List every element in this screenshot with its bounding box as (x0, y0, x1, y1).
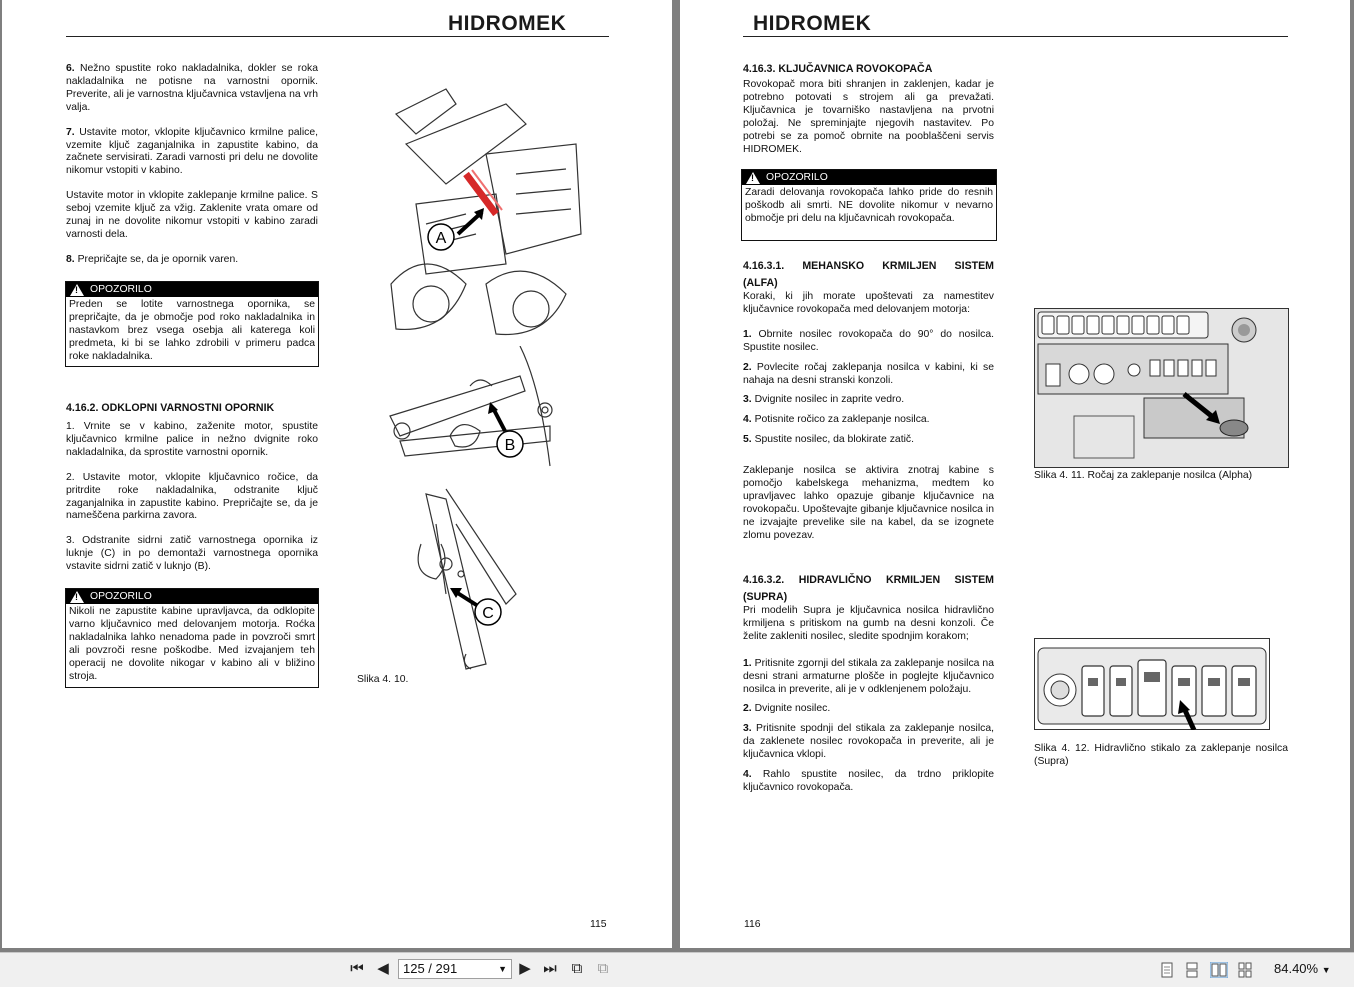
figure-caption: Slika 4. 10. (357, 674, 409, 685)
step-number: 1. (66, 421, 75, 432)
left-text-top (66, 63, 318, 279)
warning-box (65, 588, 319, 688)
warning-box (741, 169, 997, 241)
pin-c-illustration (406, 484, 531, 674)
step-item (743, 658, 994, 697)
left-steps (66, 421, 318, 586)
step-text: Pritisnite zgornji del stikala za zaklepanje nosilca na desni strani armaturne plošče in poglejte ključavnico nosilca in preverite, ali je v odklenjenem položaju. (743, 657, 994, 695)
left-page (2, 0, 672, 948)
step-text: Dvignite nosilec. (754, 703, 831, 715)
paragraph: Ustavite motor in vklopite zaklepanje krmilne palice. S seboj vzemite ključ za vžig. Zaklenite vrata omare od zunaj in ne dovolite nikomur vstopiti v kabino zaradi varnosti dela. (66, 190, 318, 240)
paragraph: Koraki, ki jih morate upoštevati za namestitev ključavnice rovokopača med delovanjem motorja: (743, 291, 994, 315)
previous-page-button[interactable]: ◀ (377, 960, 389, 977)
para-number: 6. (66, 63, 75, 74)
first-page-button[interactable]: ⏮ (350, 960, 364, 977)
subsection-heading (743, 574, 994, 604)
mech-text (743, 291, 994, 555)
continuous-view-icon[interactable] (1185, 962, 1199, 978)
warning-text: Preden se lotite varnostnega opornika, se prepričajte, da je območje pod roko nakladalnika in nastavkom brez vsega osebja ali katerega koli predmeta, ki bi se lahko zdrobili v primeru padca roke nakladalnika. (69, 299, 315, 362)
step-number: 2. (743, 361, 752, 373)
go-back-view-icon[interactable]: ⧉ (571, 960, 583, 977)
paragraph: Po potrebi se za pomoč obrnite na pooblaščeni servis HIDROMEK. (743, 117, 994, 155)
step-text: Dvignite nosilec in zaprite vedro. (754, 394, 905, 406)
step-number: 1. (743, 328, 752, 340)
section-heading: 4.16.3. KLJUČAVNICA ROVOKOPAČA (743, 63, 933, 75)
step-number: 1. (743, 657, 752, 669)
step-item (743, 434, 994, 447)
step-item (743, 723, 994, 762)
go-forward-view-icon[interactable]: ⧉ (597, 960, 609, 977)
right-page (680, 0, 1350, 948)
alpha-lock-handle-photo (1034, 308, 1289, 468)
step-number: 4. (743, 414, 752, 426)
warning-icon: ! (746, 172, 760, 184)
warning-text: Nikoli ne zapustite kabine upravljavca, da odklopite varno ključavnico med delovanjem motorja. Roćka nakladalnika lahko nenadoma pade in povzroči smrt ali povzroči resne poškodbe. Med izvajanjem teh operacij ne dovolite nikogar v kabino ali v bližino stroja. (69, 606, 315, 682)
brand-logo: HIDROMEK (448, 12, 567, 35)
page-number: 115 (590, 919, 607, 930)
step-number: 2. (743, 703, 752, 715)
figure-caption: Slika 4. 11. Ročaj za zaklepanje nosilca (Alpha) (1034, 470, 1253, 481)
paragraph: Ustavite motor, vklopite ključavnico krmilne palice, vzemite ključ zaganjalnika in zapustite kabino, da začnete servisirati. Zaradi varnosti pri delu ne dovolite nikomur vstopiti v kabino. (66, 126, 318, 177)
step-text: Pritisnite spodnji del stikala za zaklepanje nosilca, da zaklenete nosilec rovokopača in preverite, ali je ključavnica vklopi. (743, 723, 995, 761)
step-item (743, 394, 994, 407)
last-page-button[interactable]: ⏭ (543, 960, 557, 977)
zoom-value: 84.40% (1274, 961, 1319, 976)
page-indicator: 125 / 291 (403, 961, 458, 976)
section-heading: 4.16.2. ODKLOPNI VARNOSTNI OPORNIK (66, 402, 275, 414)
paragraph: Nežno spustite roko nakladalnika, dokler se roka nakladalnika ne potisne na varnostni opornik. Preverite, ali je varnostna ključavnica vstavljena na vrh valja. (66, 63, 318, 113)
zoom-level[interactable] (1274, 961, 1331, 976)
figure-caption: Slika 4. 12. Hidravlično stikalo za zaklepanje nosilca (Supra) (1034, 743, 1288, 767)
callout-b: B (504, 437, 516, 454)
paragraph: Pri modelih Supra je ključavnica nosilca hidravlično krmiljena s pritiskom na gumb na desni konzoli. Če želite zakleniti nosilec, sledite spodnjim korakom; (743, 605, 994, 642)
next-page-button[interactable]: ▶ (519, 960, 531, 977)
heading-line: (ALFA) (743, 277, 778, 289)
pin-b-illustration (380, 346, 555, 476)
step-number: 3. (743, 723, 752, 735)
warning-title: OPOZORILO (90, 591, 152, 602)
para-number: 8. (66, 253, 75, 265)
step-text: Rahlo spustite nosilec, da trdno priklopite ključavnico rovokopača. (743, 769, 994, 793)
step-number: 2. (66, 471, 75, 483)
single-page-view-icon[interactable] (1160, 962, 1174, 978)
paragraph: Rovokopač mora biti shranjen in zaklenjen, kadar je potrebno potovati s strojem ali ga prevažati. Ključavnica je tovarniško nastavljena na prvotni položaj. Ne spreminjajte njegovih nastavitev. (743, 79, 994, 129)
paragraph: Prepričajte se, da je opornik varen. (77, 253, 239, 265)
warning-text: Zaradi delovanja rovokopača lahko pride do resnih poškodb ali smrti. NE dovolite nikomur v nevarno območje pri delu na ključavnicah rovokopača. (745, 187, 993, 224)
hyd-steps-list (743, 658, 994, 795)
warning-icon: ! (70, 284, 84, 296)
paragraph: Zaklepanje nosilca se aktivira znotraj kabine s pomočjo kabelskega mehanizma, medtem ko upravljavec lahko opazuje gibanje ključavnice na rovokopaču. Upoštevajte gibanje ključavnice nosilca in ne izvajajte prevelike sile na kabel, da se izognete zlomu povezav. (743, 465, 994, 541)
warning-box (65, 281, 319, 367)
step-text: Vrnite se v kabino, zaženite motor, spustite ključavnico krmilne palice in nežno dvignite roko nakladalnika, da sprostite varnostni opornik. (66, 421, 318, 458)
header-rule (66, 36, 609, 37)
step-number: 5. (743, 434, 752, 446)
step-number: 3. (66, 535, 75, 547)
pdf-toolbar (0, 952, 1354, 987)
loader-arm-illustration (386, 84, 586, 340)
heading-line: 4.16.3.1. MEHANSKO KRMILJEN SISTEM (743, 260, 994, 272)
page-number: 116 (744, 919, 761, 930)
page-number-input[interactable] (398, 959, 512, 979)
header-rule (743, 36, 1288, 37)
two-page-view-icon[interactable] (1210, 962, 1228, 978)
step-text: Povlecite ročaj zaklepanja nosilca v kabini, ki se nahaja na desni stranski konzoli. (743, 361, 995, 386)
warning-title: OPOZORILO (766, 172, 828, 183)
step-text: Obrnite nosilec rovokopača do 90° do nosilca. Spustite nosilec. (743, 328, 994, 353)
step-item (743, 362, 994, 388)
chevron-down-icon[interactable]: ▼ (498, 964, 507, 974)
intro-text (743, 79, 994, 156)
warning-title: OPOZORILO (90, 284, 152, 295)
two-page-continuous-view-icon[interactable] (1238, 962, 1252, 978)
mech-steps-list (743, 329, 994, 447)
step-text: Ustavite motor, vklopite ključavnico ročice, da pritrdite roke nakladalnika, odstranite ključ zaganjalnika in zapustite kabino. Prepričajte se, da je nameščena parkirna zavora. (66, 471, 318, 522)
step-number: 3. (743, 394, 752, 406)
callout-c: C (482, 605, 494, 622)
step-item (743, 329, 994, 355)
hyd-text (743, 605, 994, 802)
warning-icon: ! (70, 591, 84, 603)
step-item (743, 769, 994, 795)
chevron-down-icon[interactable]: ▼ (1321, 965, 1331, 975)
step-item (743, 414, 994, 427)
subsection-heading (743, 260, 994, 290)
step-text: Spustite nosilec, da blokirate zatič. (754, 434, 914, 446)
heading-line: 4.16.3.2. HIDRAVLIČNO KRMILJEN SISTEM (743, 574, 994, 586)
callout-a: A (435, 230, 447, 247)
heading-line: (SUPRA) (743, 591, 788, 603)
step-text: Odstranite sidrni zatič varnostnega opornika iz luknje (C) in po demontaži varnostnega opornika vstavite sidrni zatič v luknjo (B). (66, 535, 319, 573)
para-number: 7. (66, 126, 75, 138)
step-text: Potisnite ročico za zaklepanje nosilca. (754, 414, 930, 426)
brand-logo: HIDROMEK (753, 12, 872, 35)
step-item (743, 703, 994, 716)
step-number: 4. (743, 769, 752, 781)
supra-switch-panel-photo (1034, 638, 1270, 730)
